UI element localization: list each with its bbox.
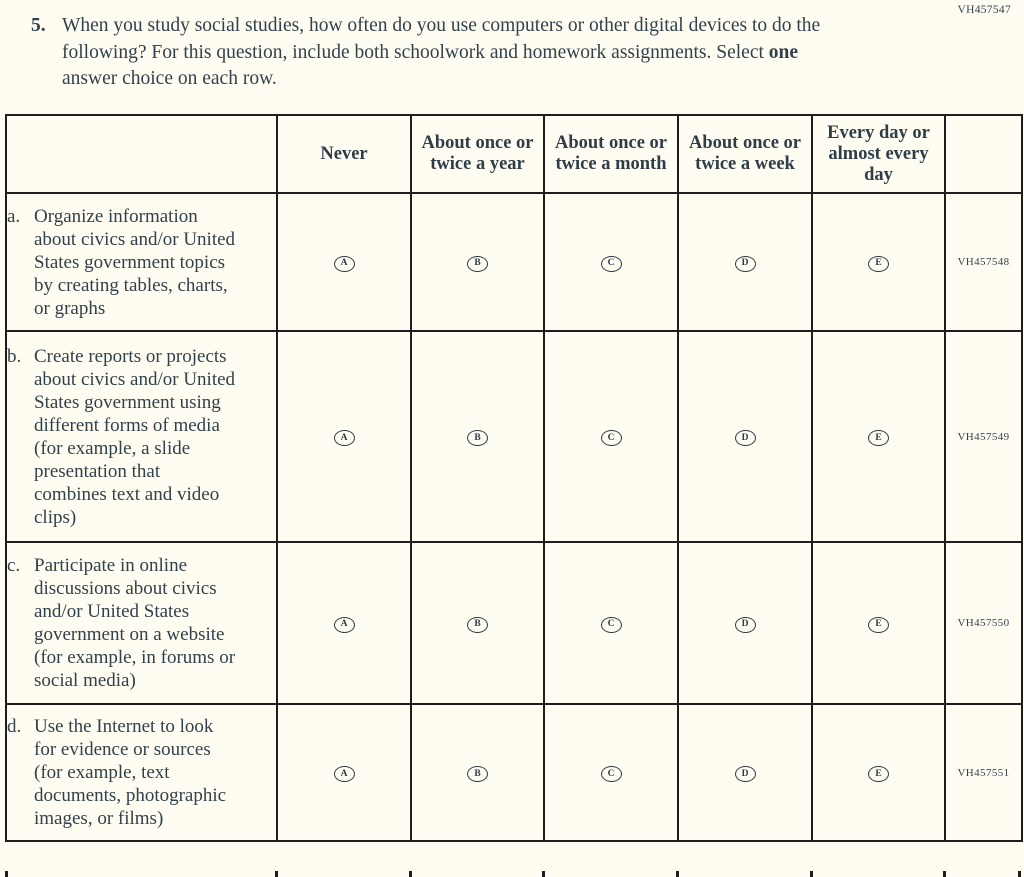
- answer-bubble-e[interactable]: E: [868, 430, 889, 446]
- answer-bubble-c[interactable]: C: [601, 766, 622, 782]
- row-label-cell: [6, 193, 277, 331]
- answer-cell-e: [812, 193, 945, 331]
- row-code: VH457548: [945, 193, 1022, 331]
- row-label: Create reports or projects about civics and/or United States government using different forms of media (for example, a slide presentation that combines text and video clips): [34, 345, 236, 528]
- answer-bubble-d[interactable]: D: [735, 430, 756, 446]
- answer-bubble-e[interactable]: E: [868, 256, 889, 272]
- row-letter: c.: [7, 555, 21, 576]
- answer-cell-e: [812, 704, 945, 841]
- row-label-cell: [6, 331, 277, 542]
- row-label: Organize information about civics and/or United States government topics by creating tables, charts, or graphs: [34, 205, 236, 319]
- answer-cell-c: [544, 542, 678, 704]
- answer-cell-b: [411, 542, 544, 704]
- header-row: [6, 115, 1022, 193]
- answer-bubble-e[interactable]: E: [868, 617, 889, 633]
- answer-bubble-b[interactable]: B: [467, 617, 488, 633]
- answer-bubble-d[interactable]: D: [735, 256, 756, 272]
- answer-cell-a: [277, 193, 411, 331]
- answer-bubble-a[interactable]: A: [334, 766, 355, 782]
- row-label-cell: [6, 542, 277, 704]
- table-row: [6, 542, 1022, 704]
- row-label: Participate in online discussions about civics and/or United States government on a website (for example, in forums or social media): [34, 555, 236, 691]
- response-matrix-table: [5, 114, 1023, 842]
- header-empty-right: [945, 115, 1022, 193]
- row-letter: a.: [7, 205, 21, 227]
- answer-bubble-c[interactable]: C: [601, 430, 622, 446]
- answer-cell-c: [544, 704, 678, 841]
- table-continuation-stubs: [0, 871, 1024, 877]
- answer-cell-b: [411, 704, 544, 841]
- answer-bubble-b[interactable]: B: [467, 766, 488, 782]
- header-empty-left: [6, 115, 277, 193]
- answer-bubble-c[interactable]: C: [601, 617, 622, 633]
- answer-cell-a: [277, 704, 411, 841]
- question-block: [31, 13, 861, 93]
- header-every-day: Every day or almost every day: [812, 115, 945, 193]
- answer-bubble-b[interactable]: B: [467, 430, 488, 446]
- row-letter: b.: [7, 345, 22, 367]
- answer-cell-e: [812, 542, 945, 704]
- answer-bubble-c[interactable]: C: [601, 256, 622, 272]
- answer-bubble-a[interactable]: A: [334, 256, 355, 272]
- row-code: VH457550: [945, 542, 1022, 704]
- page-item-code: VH457547: [957, 4, 1011, 16]
- row-code: VH457549: [945, 331, 1022, 542]
- header-once-twice-week: About once or twice a week: [678, 115, 812, 193]
- header-once-twice-month: About once or twice a month: [544, 115, 678, 193]
- answer-bubble-b[interactable]: B: [467, 256, 488, 272]
- question-text-bold: one: [768, 41, 799, 63]
- header-once-twice-year: About once or twice a year: [411, 115, 544, 193]
- answer-bubble-e[interactable]: E: [868, 766, 889, 782]
- answer-cell-d: [678, 542, 812, 704]
- table-row: [6, 704, 1022, 841]
- table-row: [6, 193, 1022, 331]
- answer-cell-e: [812, 331, 945, 542]
- table-row: [6, 331, 1022, 542]
- row-label: Use the Internet to look for evidence or sources (for example, text documents, photographic images, or films): [34, 716, 227, 829]
- row-label-cell: [6, 704, 277, 841]
- question-text-tail: answer choice on each row.: [62, 68, 277, 89]
- question-text: [62, 13, 852, 93]
- answer-cell-b: [411, 331, 544, 542]
- answer-bubble-a[interactable]: A: [334, 430, 355, 446]
- answer-cell-a: [277, 331, 411, 542]
- question-number: 5.: [31, 15, 46, 36]
- answer-cell-c: [544, 331, 678, 542]
- answer-bubble-a[interactable]: A: [334, 617, 355, 633]
- row-letter: d.: [7, 716, 22, 737]
- answer-bubble-d[interactable]: D: [735, 617, 756, 633]
- row-code: VH457551: [945, 704, 1022, 841]
- header-never: Never: [277, 115, 411, 193]
- answer-cell-d: [678, 704, 812, 841]
- answer-cell-b: [411, 193, 544, 331]
- answer-cell-c: [544, 193, 678, 331]
- answer-cell-a: [277, 542, 411, 704]
- answer-bubble-d[interactable]: D: [735, 766, 756, 782]
- answer-cell-d: [678, 193, 812, 331]
- answer-cell-d: [678, 331, 812, 542]
- question-text-lead: When you study social studies, how often do you use computers or other digital devices to do the following? For this question, include both schoolwork and homework assignments. Select: [62, 15, 821, 63]
